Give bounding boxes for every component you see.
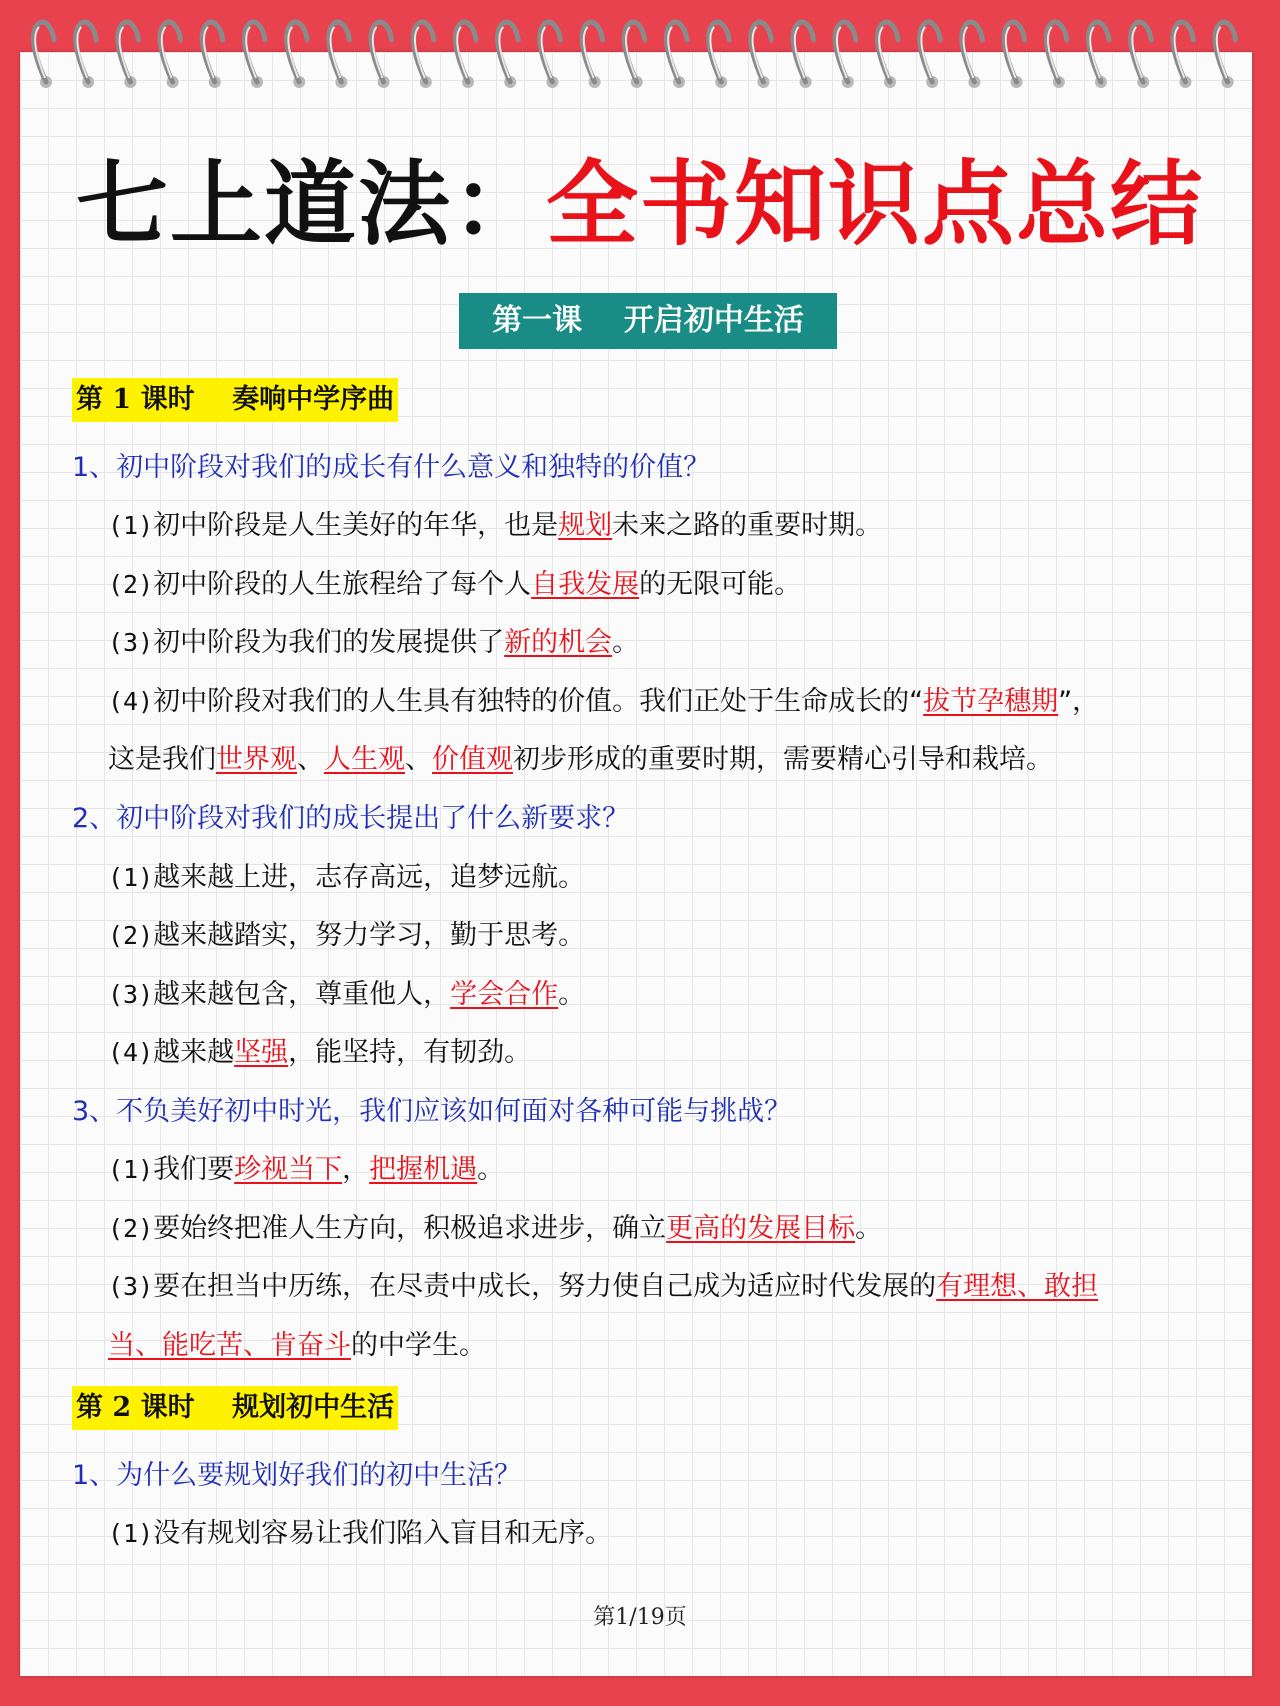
page-title [0, 150, 1280, 260]
answer-1-2: (2)初中阶段的人生旅程给了每个人自我发展的无限可能。 [108, 569, 802, 600]
section-heading-2: 第 2 课时 规划初中生活 [72, 1386, 398, 1430]
keyword: 更高的发展目标 [666, 1213, 856, 1244]
answer-3-2: (2)要始终把准人生方向，积极追求进步，确立更高的发展目标。 [108, 1213, 883, 1244]
keyword: 学会合作 [450, 979, 559, 1010]
question-3: 3、不负美好初中时光，我们应该如何面对各种可能与挑战？ [72, 1096, 792, 1127]
answer-2-2: (2)越来越踏实，努力学习，勤于思考。 [108, 920, 586, 951]
answer-2-3: (3)越来越包含，尊重他人，学会合作。 [108, 979, 586, 1010]
keyword: 世界观 [216, 744, 297, 775]
keyword: 有理想、敢担 [936, 1271, 1099, 1302]
page-number: 第1/19页 [593, 1605, 687, 1630]
question-4: 1、为什么要规划好我们的初中生活？ [72, 1460, 522, 1491]
answer-3-3: (3)要在担当中历练，在尽责中成长，努力使自己成为适应时代发展的有理想、敢担 [108, 1271, 1099, 1302]
answer-1-4-continued: 这是我们世界观、人生观、价值观初步形成的重要时期，需要精心引导和栽培。 [108, 744, 1053, 775]
answer-1-4: (4)初中阶段对我们的人生具有独特的价值。我们正处于生命成长的“拔节孕穗期”， [108, 686, 1100, 717]
spiral-binding [20, 0, 1260, 100]
keyword: 人生观 [324, 744, 405, 775]
answer-1-1: (1)初中阶段是人生美好的年华，也是规划未来之路的重要时期。 [108, 510, 883, 541]
question-2: 2、初中阶段对我们的成长提出了什么新要求？ [72, 803, 630, 834]
question-1: 1、初中阶段对我们的成长有什么意义和独特的价值？ [72, 452, 711, 483]
keyword: 规划 [558, 510, 613, 541]
keyword: 坚强 [234, 1037, 289, 1068]
keyword: 当、能吃苦、肯奋斗 [108, 1330, 351, 1361]
answer-2-1: (1)越来越上进，志存高远，追梦远航。 [108, 862, 586, 893]
keyword: 新的机会 [504, 627, 613, 658]
lesson-banner: 第一课 开启初中生活 [459, 293, 837, 349]
keyword: 价值观 [432, 744, 513, 775]
keyword: 把握机遇 [369, 1154, 478, 1185]
answer-3-3-continued: 当、能吃苦、肯奋斗的中学生。 [108, 1330, 486, 1361]
answer-1-3: (3)初中阶段为我们的发展提供了新的机会。 [108, 627, 640, 658]
title-black-part: 七上道法： [75, 151, 546, 258]
answer-4-1: (1)没有规划容易让我们陷入盲目和无序。 [108, 1518, 613, 1549]
keyword: 拔节孕穗期 [923, 686, 1059, 717]
section-heading-1: 第 1 课时 奏响中学序曲 [72, 378, 398, 422]
answer-3-1: (1)我们要珍视当下，把握机遇。 [108, 1154, 505, 1185]
title-red-part: 全书知识点总结 [546, 151, 1205, 258]
keyword: 珍视当下 [234, 1154, 343, 1185]
answer-2-4: (4)越来越坚强，能坚持，有韧劲。 [108, 1037, 532, 1068]
keyword: 自我发展 [531, 569, 640, 600]
